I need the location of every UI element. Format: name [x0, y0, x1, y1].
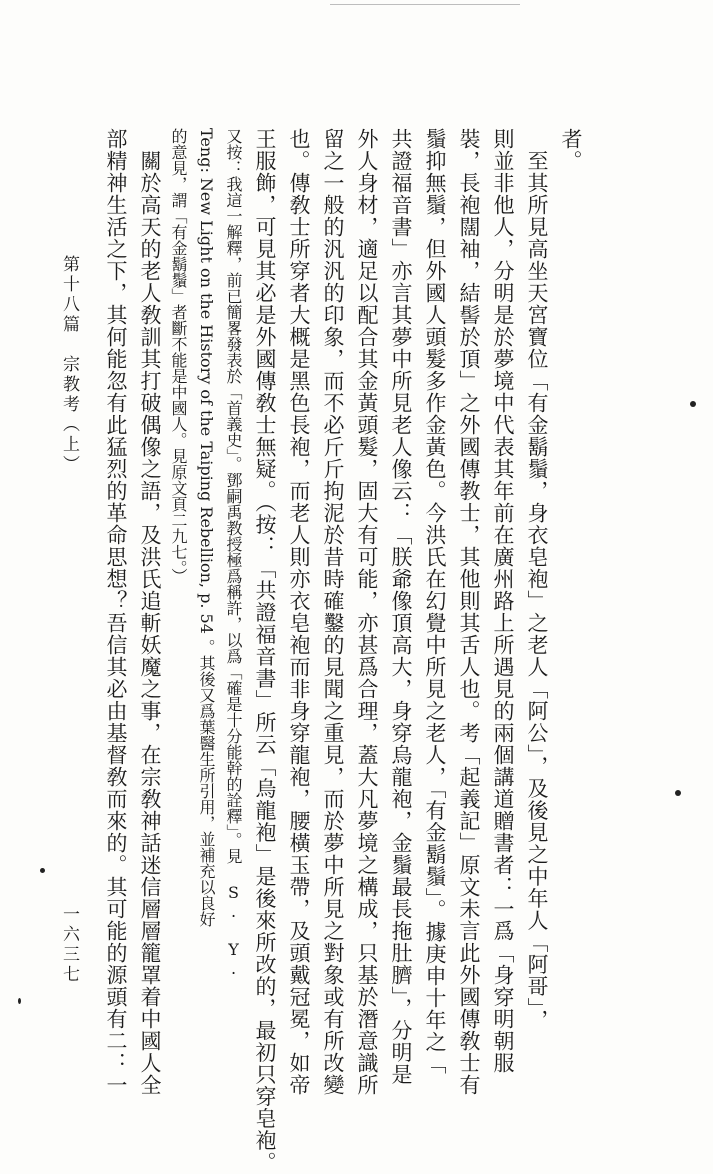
- text-column-9: 也。傳敎士所穿者大概是黑色長袍，而老人則亦衣皂袍而非身穿龍袍，腰橫玉帶，及頭戴冠冕，如帝: [287, 128, 311, 1096]
- scan-edge-line: [330, 4, 520, 5]
- note-column-3: 的意見，謂「有金鬍鬚」者斷不能是中國人。見原文頁二九七。）: [169, 128, 188, 584]
- note-column-1: 又按：我這一解釋，前已簡畧發表於「首義史」。鄧嗣禹教授極爲稱許，以爲「確是十分能幹的詮釋」。見 S. Y.: [224, 128, 243, 978]
- scan-speck: [675, 790, 681, 796]
- text-column-2: 至其所見高坐天宮寶位「有金鬍鬚，身衣皂袍」之老人「阿公」，及後見之中年人「阿哥」，: [525, 128, 549, 1031]
- text-column-12: 部精神生活之下，其何能忽有此猛烈的革命思想？吾信其必由基督敎而來的。其可能的源頭有二：一: [104, 128, 128, 1096]
- text-column-7: 外人身材，適足以配合其金黃頭髮，固大有可能，亦甚爲合理，蓋大凡夢境之構成，只基於潛意識所: [355, 128, 379, 1096]
- text-column-1: 者。: [559, 128, 583, 172]
- page-number: 一六三七: [59, 905, 79, 985]
- text-column-6: 共證福音書」亦言其夢中所見老人像云：「朕爺像頂高大，身穿烏龍袍，金鬚最長拖肚臍」，分明是: [389, 128, 413, 1086]
- footer-chapter-title: 第十八篇 宗教考（上）: [59, 255, 79, 475]
- text-column-5: 鬚抑無鬚，但外國人頭髮多作金黃色。今洪氏在幻覺中所見之老人，「有金鬍鬚」。據庚申十年之「: [423, 128, 447, 1075]
- text-column-8: 留之一般的汎汎的印象，而不必斤斤拘泥於昔時確鑿的見聞之重見，而於夢中所見之對象或有所改變: [321, 128, 345, 1096]
- text-column-4: 裝，長袍闊袖，結髻於頂」之外國傳教士，其他則其舌人也。考「起義記」原文未言此外國傳敎士有: [457, 128, 481, 1096]
- note-column-2: Teng: New Light on the History of the Taiping Rebellion, p. 54 。其後又爲葉醫生所引用，並補充以良好: [197, 128, 216, 927]
- text-column-10: 王服飾，可見其必是外國傳敎士無疑。（按：「共證福音書」所云「烏龍袍」是後來所改的，最初只穿皂袍。: [253, 128, 277, 1174]
- scan-speck: [40, 868, 45, 873]
- text-column-11: 關於高天的老人敎訓其打破偶像之語，及洪氏追斬妖魔之事，在宗敎神話迷信層層籠罩着中國人全: [138, 128, 162, 1096]
- scan-speck: [18, 998, 21, 1004]
- text-column-3: 則並非他人，分明是於夢境中代表其年前在廣州路上所遇見的兩個講道贈書者：一爲「身穿明朝服: [491, 128, 515, 1074]
- scan-speck: [690, 401, 696, 407]
